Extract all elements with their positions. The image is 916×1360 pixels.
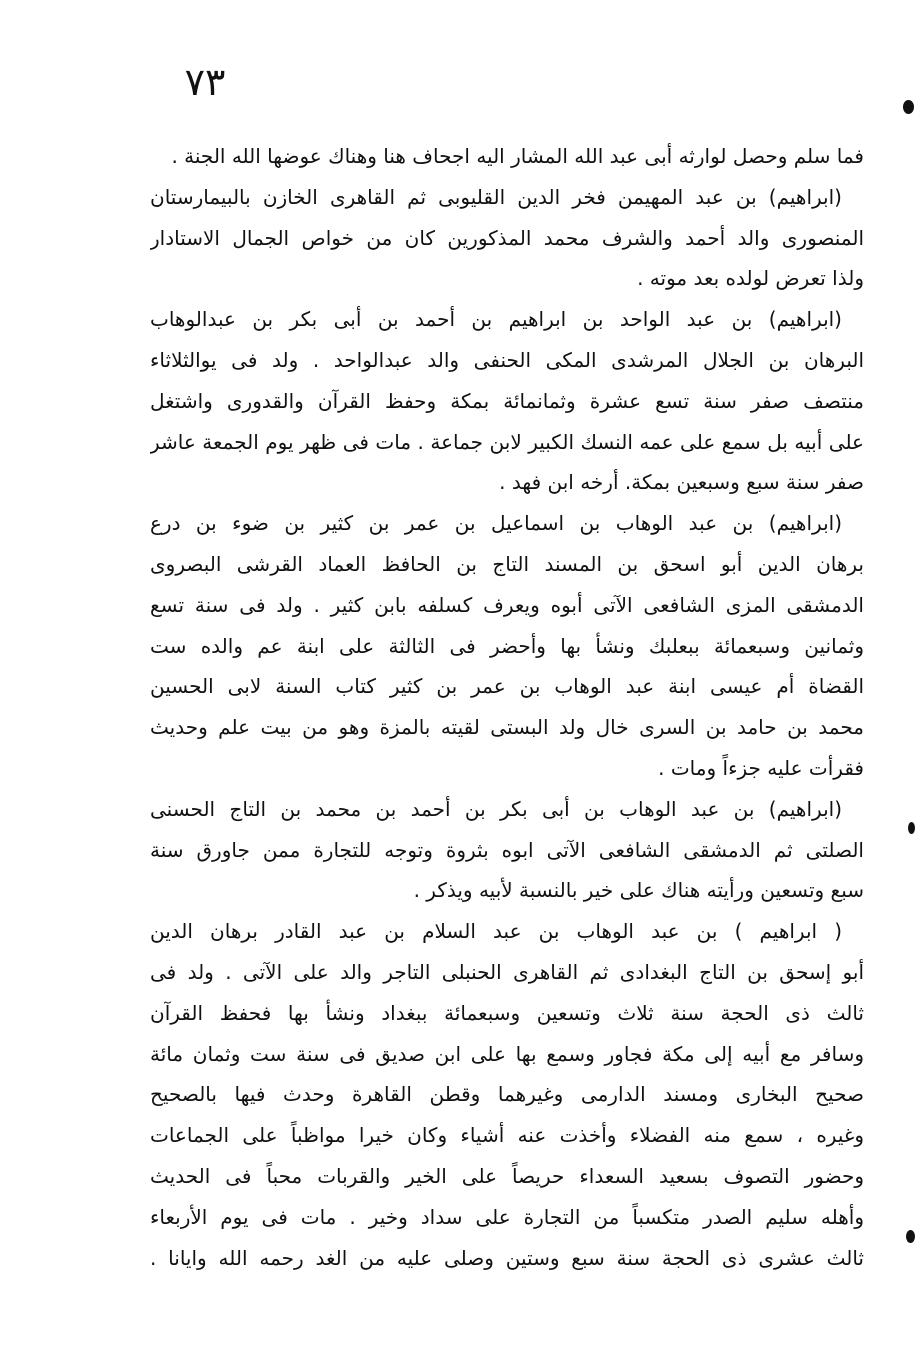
text-line: (ابراهيم) بن عبد الوهاب بن اسماعيل بن عمر بن كثير بن ضوء بن درع	[150, 511, 842, 536]
scan-binding-mark	[906, 1230, 915, 1243]
text-line: وسافر مع أبيه إلى مكة فجاور وسمع بها على ابن صديق فى سنة ست وثمان مائة	[150, 1041, 864, 1066]
text-line: على أبيه بل سمع على عمه النسك الكبير لابن جماعة . مات فى ظهر يوم الجمعة عاشر	[150, 429, 864, 454]
scan-binding-mark	[903, 100, 914, 114]
text-line: فقرأت عليه جزءاً ومات .	[658, 755, 864, 780]
page-number: ٧٣	[184, 60, 226, 104]
text-line: سبع وتسعين ورأيته هناك على خير بالنسبة لأبيه ويذكر .	[413, 878, 864, 903]
text-line: الصلتى ثم الدمشقى الشافعى الآتى ابوه بثروة وتوجه للتجارة ممن جاورق سنة	[150, 837, 864, 862]
text-line: ثالث عشرى ذى الحجة سنة سبع وستين وصلى عليه من الغد رحمه الله وايانا .	[150, 1245, 864, 1270]
text-line: ولذا تعرض لولده بعد موته .	[637, 266, 864, 291]
text-line: صفر سنة سبع وسبعين بمكة. أرخه ابن فهد .	[499, 470, 864, 495]
text-line: البرهان بن الجلال المرشدى المكى الحنفى والد عبدالواحد . ولد فى يوالثلاثاء	[150, 347, 864, 372]
text-line: برهان الدين أبو اسحق بن المسند التاج بن الحافظ العماد القرشى البصروى	[150, 551, 864, 576]
text-line: أبو إسحق بن التاج البغدادى ثم القاهرى الحنبلى التاجر والد على الآتى . ولد فى	[150, 959, 864, 984]
text-line: فما سلم وحصل لوارثه أبى عبد الله المشار اليه اجحاف هنا وهناك عوضها الله الجنة .	[171, 144, 864, 168]
text-line: (ابراهيم) بن عبد الوهاب بن أبى بكر بن أحمد بن محمد بن التاج الحسنى	[150, 796, 842, 821]
text-line: ( ابراهيم ) بن عبد الوهاب بن عبد السلام بن عبد القادر برهان الدين	[150, 919, 842, 944]
text-line: وغيره ، سمع منه الفضلاء وأخذت عنه أشياء وكان خيرا مواظباً على الجماعات	[150, 1123, 864, 1148]
text-line: المنصورى والد أحمد والشرف محمد المذكورين كان من خواص الجمال الاستادار	[150, 225, 864, 250]
text-line: (ابراهيم) بن عبد الواحد بن ابراهيم بن أحمد بن أبى بكر بن عبدالوهاب	[150, 307, 842, 332]
text-line: وثمانين وسبعمائة ببعلبك ونشأ بها وأحضر فى الثالثة على ابنة عم والده ست	[150, 633, 864, 658]
text-line: وحضور التصوف بسعيد السعداء حريصاً على الخير والقربات محباً فى الحديث	[150, 1163, 864, 1188]
text-line: محمد بن حامد بن السرى خال ولد البستى لقيته بالمزة وهو من بيت علم وحديث	[150, 715, 864, 740]
text-line: وأهله سليم الصدر متكسباً من التجارة على سداد وخير . مات فى يوم الأربعاء	[150, 1204, 864, 1229]
biography-text	[150, 136, 864, 1278]
text-line: ثالث ذى الحجة سنة ثلاث وتسعين وسبعمائة ببغداد ونشأ بها فحفظ القرآن	[150, 1000, 864, 1025]
text-line: القضاة أم عيسى ابنة عبد الوهاب بن عمر بن كثير كتاب السنة لابى الحسين	[150, 674, 864, 699]
text-line: منتصف صفر سنة تسع عشرة وثمانمائة بمكة وحفظ القرآن والقدورى واشتغل	[150, 388, 864, 413]
text-line: صحيح البخارى ومسند الدارمى وغيرهما وقطن القاهرة وحدث فيها بالصحيح	[150, 1082, 864, 1107]
text-line: الدمشقى المزى الشافعى الآتى أبوه ويعرف كسلفه بابن كثير . ولد فى سنة تسع	[150, 592, 864, 617]
text-line: (ابراهيم) بن عبد المهيمن فخر الدين القليوبى ثم القاهرى الخازن بالبيمارستان	[150, 184, 842, 209]
scan-binding-mark	[908, 822, 915, 834]
